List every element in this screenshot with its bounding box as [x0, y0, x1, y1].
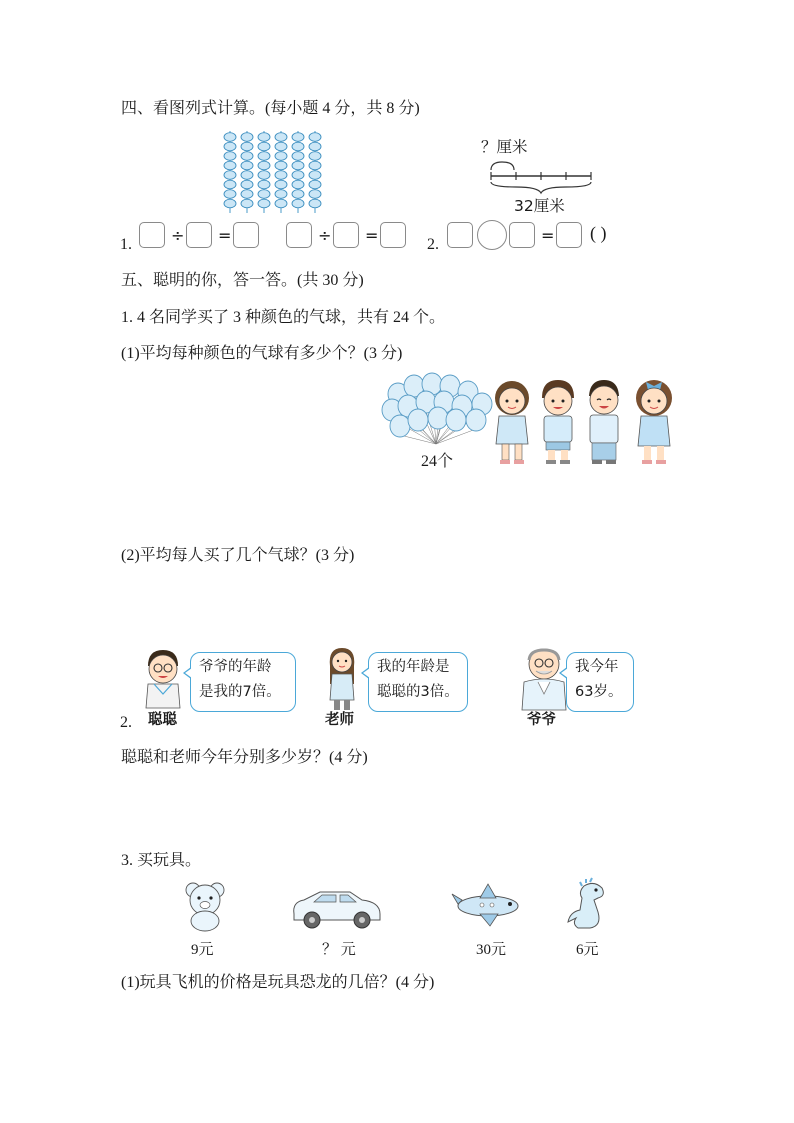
bead-columns-figure [222, 131, 332, 213]
answer-box[interactable] [286, 222, 312, 248]
grandpa-name: 爷爷 [527, 712, 556, 728]
answer-box[interactable] [333, 222, 359, 248]
bead [224, 161, 236, 170]
bead [275, 161, 287, 170]
bead [292, 142, 304, 151]
bead [309, 152, 321, 161]
bead [258, 171, 270, 180]
four-students-illustration [490, 376, 680, 468]
bead [309, 142, 321, 151]
balloon [466, 409, 486, 431]
answer-box[interactable] [186, 222, 212, 248]
bead [292, 133, 304, 142]
answer-box[interactable] [556, 222, 582, 248]
speech-line: 我的年龄是 [377, 659, 450, 675]
bead [292, 190, 304, 199]
teddy-bear-toy [182, 880, 228, 932]
toy-car [290, 884, 384, 930]
q1-number: 1. [120, 236, 132, 253]
bead [309, 133, 321, 142]
speech-line: 聪聪的3倍。 [377, 684, 459, 700]
q2-question: 聪聪和老师今年分别多少岁？(4 分) [121, 749, 368, 766]
answer-box[interactable] [509, 222, 535, 248]
speech-line: 是我的7倍。 [199, 684, 281, 700]
q2-number: 2. [120, 714, 132, 731]
bead [275, 142, 287, 151]
answer-box[interactable] [447, 222, 473, 248]
toy-price: 30元 [476, 942, 507, 958]
balloon [446, 409, 466, 431]
speech-line: 63岁。 [575, 684, 623, 700]
bead [241, 190, 253, 199]
divide-sign: ÷ [318, 226, 332, 245]
balloon-count-label: 24个 [421, 453, 454, 470]
bead [275, 180, 287, 189]
bead [241, 142, 253, 151]
section4-heading: 四、看图列式计算。(每小题 4 分，共 8 分) [121, 100, 420, 117]
operator-circle[interactable] [477, 220, 507, 250]
bead [309, 190, 321, 199]
bead [309, 171, 321, 180]
toy-price: 9元 [191, 942, 214, 958]
bead [292, 152, 304, 161]
bead [258, 190, 270, 199]
bead [258, 142, 270, 151]
speech-line: 我今年 [575, 659, 619, 675]
balloon [428, 407, 448, 429]
equals-sign: = [218, 226, 232, 245]
bead [241, 133, 253, 142]
q1-sub1: (1)平均每种颜色的气球有多少个？(3 分) [121, 345, 403, 362]
balloon [390, 415, 410, 437]
bead [258, 199, 270, 208]
bead [292, 180, 304, 189]
teacher-speech-bubble [368, 652, 468, 712]
bead [224, 190, 236, 199]
bead [275, 190, 287, 199]
bead [258, 152, 270, 161]
bead [292, 171, 304, 180]
equals-sign: = [541, 226, 555, 245]
bead [275, 171, 287, 180]
bead [258, 133, 270, 142]
divide-sign: ÷ [171, 226, 185, 245]
segment-diagram [488, 158, 594, 194]
congcong-speech-bubble [190, 652, 296, 712]
q3-sub1: (1)玩具飞机的价格是玩具恐龙的几倍？(4 分) [121, 974, 435, 991]
congcong-name: 聪聪 [148, 712, 177, 728]
q3-title: 3. 买玩具。 [121, 852, 202, 869]
segment-unknown-label: ？厘米 [481, 138, 528, 156]
bead [224, 199, 236, 208]
bead [309, 161, 321, 170]
bead [275, 199, 287, 208]
answer-box[interactable] [380, 222, 406, 248]
answer-box[interactable] [233, 222, 259, 248]
bead [292, 199, 304, 208]
bead [224, 171, 236, 180]
bead [309, 180, 321, 189]
bead [258, 161, 270, 170]
q1-text: 1. 4 名同学买了 3 种颜色的气球，共有 24 个。 [121, 309, 446, 326]
congcong-illustration [140, 646, 186, 708]
unit-parentheses: ( ) [590, 223, 607, 243]
bead [224, 180, 236, 189]
toy-price: ？ 元 [322, 942, 356, 958]
bead [241, 161, 253, 170]
section5-heading: 五、聪明的你，答一答。(共 30 分) [121, 272, 364, 289]
bead [224, 133, 236, 142]
bead [241, 171, 253, 180]
q1-sub2: (2)平均每人买了几个气球？(3 分) [121, 547, 355, 564]
bead [258, 180, 270, 189]
bead [241, 152, 253, 161]
bead [241, 199, 253, 208]
q2-number: 2. [427, 236, 439, 253]
bead [292, 161, 304, 170]
bead [241, 180, 253, 189]
bead [275, 133, 287, 142]
bead [224, 142, 236, 151]
equals-sign: = [365, 226, 379, 245]
segment-total-label: 32厘米 [514, 197, 565, 215]
toy-dinosaur [564, 878, 610, 934]
balloon [408, 409, 428, 431]
teacher-name: 老师 [325, 712, 354, 728]
speech-line: 爷爷的年龄 [199, 659, 272, 675]
balloon-bunch-illustration [384, 376, 490, 448]
toy-price: 6元 [576, 942, 599, 958]
bead [309, 199, 321, 208]
grandpa-speech-bubble [566, 652, 634, 712]
teacher-illustration [322, 644, 362, 710]
toy-airplane [452, 882, 524, 928]
bead [275, 152, 287, 161]
bead [224, 152, 236, 161]
answer-box[interactable] [139, 222, 165, 248]
